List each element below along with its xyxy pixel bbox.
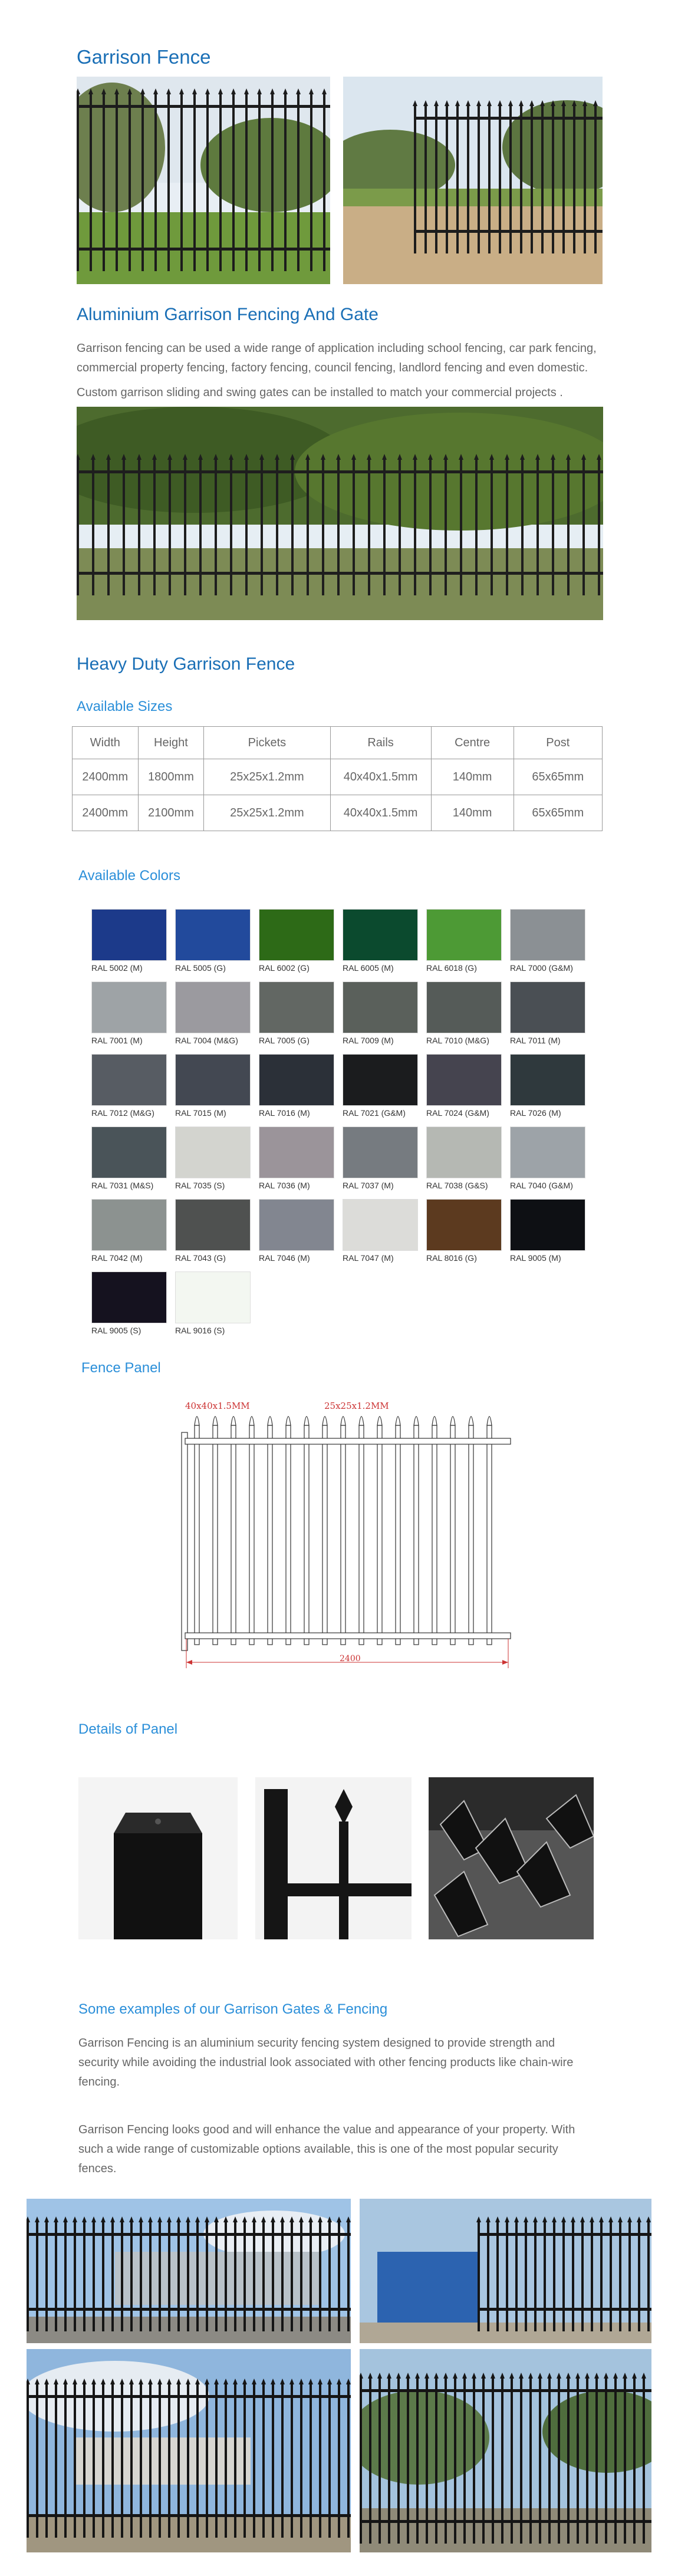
color-label: RAL 7011 (M)	[510, 1036, 561, 1045]
table-cell: 2400mm	[73, 795, 139, 831]
color-swatch	[259, 1126, 334, 1190]
table-cell: 65x65mm	[514, 759, 602, 795]
page-title: Garrison Fence	[77, 46, 211, 68]
fence-panel-heading: Fence Panel	[81, 1360, 161, 1376]
color-label: RAL 7042 (M)	[91, 1253, 143, 1263]
color-swatch	[91, 909, 167, 973]
color-swatch	[343, 1054, 418, 1118]
color-label: RAL 7046 (M)	[259, 1253, 310, 1263]
color-chip	[426, 909, 502, 961]
color-chip	[175, 981, 251, 1033]
color-label: RAL 6005 (M)	[343, 963, 394, 973]
color-chip	[175, 1271, 251, 1323]
color-label: RAL 7009 (M)	[343, 1036, 394, 1045]
color-label: RAL 7021 (G&M)	[343, 1108, 406, 1118]
color-label: RAL 9005 (S)	[91, 1326, 141, 1335]
color-swatch	[175, 1199, 251, 1263]
color-swatch	[91, 1126, 167, 1190]
color-label: RAL 9005 (M)	[510, 1253, 561, 1263]
col-header-centre: Centre	[431, 727, 514, 759]
example-photo-2	[360, 2199, 651, 2343]
table-header-row	[73, 727, 603, 759]
spear-tops-closeup-photo	[429, 1777, 594, 1939]
color-label: RAL 5002 (M)	[91, 963, 143, 973]
color-chip	[510, 1199, 585, 1251]
fence-photo-2	[343, 77, 603, 284]
color-chip	[343, 909, 418, 961]
color-swatch	[91, 1199, 167, 1263]
fence-photo-1	[77, 77, 330, 284]
color-chip	[259, 1054, 334, 1106]
color-label: RAL 7047 (M)	[343, 1253, 394, 1263]
color-swatch	[175, 1054, 251, 1118]
color-swatch	[259, 1199, 334, 1263]
aluminium-description: Garrison fencing can be used a wide range of application including school fencing, car park fencing, commercial property fencing, factory fencing, council fencing, landlord fencing and even domestic.	[77, 342, 597, 374]
table-cell: 140mm	[431, 759, 514, 795]
color-chip	[259, 1126, 334, 1178]
color-swatch	[175, 1126, 251, 1190]
color-swatch	[426, 1199, 502, 1263]
color-swatch	[510, 1126, 585, 1190]
example-photo-4	[360, 2349, 651, 2552]
color-swatch	[175, 1271, 251, 1335]
color-label: RAL 7010 (M&G)	[426, 1036, 489, 1045]
color-chip	[259, 909, 334, 961]
rail-dimension-label: 40x40x1.5MM	[185, 1401, 250, 1411]
color-chip	[259, 981, 334, 1033]
color-chip	[91, 1271, 167, 1323]
color-chip	[426, 1199, 502, 1251]
color-swatch	[259, 909, 334, 973]
color-label: RAL 6002 (G)	[259, 963, 310, 973]
table-cell: 140mm	[431, 795, 514, 831]
sizes-table	[72, 726, 603, 831]
color-chip	[343, 1199, 418, 1251]
color-swatch	[426, 1054, 502, 1118]
color-label: RAL 7035 (S)	[175, 1181, 225, 1190]
spear-top-photo	[255, 1777, 412, 1939]
color-swatch	[343, 981, 418, 1045]
color-swatch	[510, 1054, 585, 1118]
color-label: RAL 7001 (M)	[91, 1036, 143, 1045]
table-cell: 40x40x1.5mm	[330, 759, 431, 795]
table-cell: 25x25x1.2mm	[204, 795, 330, 831]
color-label: RAL 5005 (G)	[175, 963, 226, 973]
table-cell: 2100mm	[138, 795, 204, 831]
color-chip	[91, 981, 167, 1033]
color-label: RAL 7000 (G&M)	[510, 963, 573, 973]
col-header-pickets: Pickets	[204, 727, 330, 759]
section-heading-aluminium: Aluminium Garrison Fencing And Gate	[77, 305, 379, 324]
table-cell: 2400mm	[73, 759, 139, 795]
fence-panel-drawing	[177, 1397, 519, 1692]
examples-heading: Some examples of our Garrison Gates & Fencing	[78, 2001, 388, 2017]
table-row	[73, 795, 603, 831]
table-cell: 25x25x1.2mm	[204, 759, 330, 795]
color-chip	[426, 1126, 502, 1178]
color-label: RAL 9016 (S)	[175, 1326, 225, 1335]
color-swatch	[343, 1199, 418, 1263]
color-label: RAL 6018 (G)	[426, 963, 477, 973]
color-label: RAL 7040 (G&M)	[510, 1181, 573, 1190]
color-chip	[343, 1054, 418, 1106]
color-swatch	[343, 909, 418, 973]
color-chip	[91, 1054, 167, 1106]
color-chip	[91, 909, 167, 961]
color-label: RAL 7036 (M)	[259, 1181, 310, 1190]
color-chip	[426, 1054, 502, 1106]
example-photo-3	[27, 2349, 351, 2552]
color-swatch	[259, 1054, 334, 1118]
color-label: RAL 7038 (G&S)	[426, 1181, 488, 1190]
color-chip	[510, 1126, 585, 1178]
color-swatch	[426, 981, 502, 1045]
color-swatch	[343, 1126, 418, 1190]
examples-description-2: Garrison Fencing looks good and will enhance the value and appearance of your property. With such a wide range of customizable options available, this is one of the most popular security fences.	[78, 2123, 575, 2175]
table-cell: 40x40x1.5mm	[330, 795, 431, 831]
color-chip	[510, 981, 585, 1033]
col-header-height: Height	[138, 727, 204, 759]
color-chip	[426, 981, 502, 1033]
color-swatch	[426, 1126, 502, 1190]
examples-description-1: Garrison Fencing is an aluminium security fencing system designed to provide strength and security while avoiding the industrial look associated with other fencing products like chain-wire fencing.	[78, 2037, 574, 2089]
col-header-rails: Rails	[330, 727, 431, 759]
colors-heading: Available Colors	[78, 868, 180, 884]
color-label: RAL 7026 (M)	[510, 1108, 561, 1118]
color-label: RAL 7012 (M&G)	[91, 1108, 154, 1118]
color-chip	[510, 909, 585, 961]
color-swatch	[91, 981, 167, 1045]
color-label: RAL 7005 (G)	[259, 1036, 310, 1045]
color-swatch	[91, 1054, 167, 1118]
color-label: RAL 7016 (M)	[259, 1108, 310, 1118]
color-swatch	[175, 981, 251, 1045]
table-row	[73, 759, 603, 795]
color-chip	[175, 1126, 251, 1178]
table-cell: 1800mm	[138, 759, 204, 795]
section-heading-heavy-duty: Heavy Duty Garrison Fence	[77, 654, 295, 674]
color-chip	[259, 1199, 334, 1251]
color-label: RAL 7037 (M)	[343, 1181, 394, 1190]
width-dimension-label: 2400	[340, 1654, 361, 1663]
color-chip	[510, 1054, 585, 1106]
color-label: RAL 7015 (M)	[175, 1108, 226, 1118]
fence-photo-wide	[77, 407, 603, 620]
color-chip	[343, 1126, 418, 1178]
color-chip	[175, 909, 251, 961]
color-swatch	[426, 909, 502, 973]
color-label: RAL 7031 (M&S)	[91, 1181, 154, 1190]
color-swatch	[510, 909, 585, 973]
color-chip	[175, 1199, 251, 1251]
color-swatch	[91, 1271, 167, 1335]
sizes-heading: Available Sizes	[77, 699, 173, 714]
color-label: RAL 7024 (G&M)	[426, 1108, 489, 1118]
picket-dimension-label: 25x25x1.2MM	[324, 1401, 389, 1411]
color-label: RAL 7004 (M&G)	[175, 1036, 238, 1045]
color-label: RAL 8016 (G)	[426, 1253, 477, 1263]
gates-description: Custom garrison sliding and swing gates can be installed to match your commercial projects .	[77, 386, 563, 399]
color-chip	[175, 1054, 251, 1106]
color-swatch	[259, 981, 334, 1045]
col-header-width: Width	[73, 727, 139, 759]
table-cell: 65x65mm	[514, 795, 602, 831]
post-cap-photo	[78, 1777, 238, 1939]
example-photo-1	[27, 2199, 351, 2343]
color-chip	[91, 1199, 167, 1251]
color-swatch	[510, 1199, 585, 1263]
color-swatch	[510, 981, 585, 1045]
color-swatch	[175, 909, 251, 973]
color-chip	[91, 1126, 167, 1178]
color-label: RAL 7043 (G)	[175, 1253, 226, 1263]
details-heading: Details of Panel	[78, 1721, 178, 1737]
col-header-post: Post	[514, 727, 602, 759]
color-chip	[343, 981, 418, 1033]
